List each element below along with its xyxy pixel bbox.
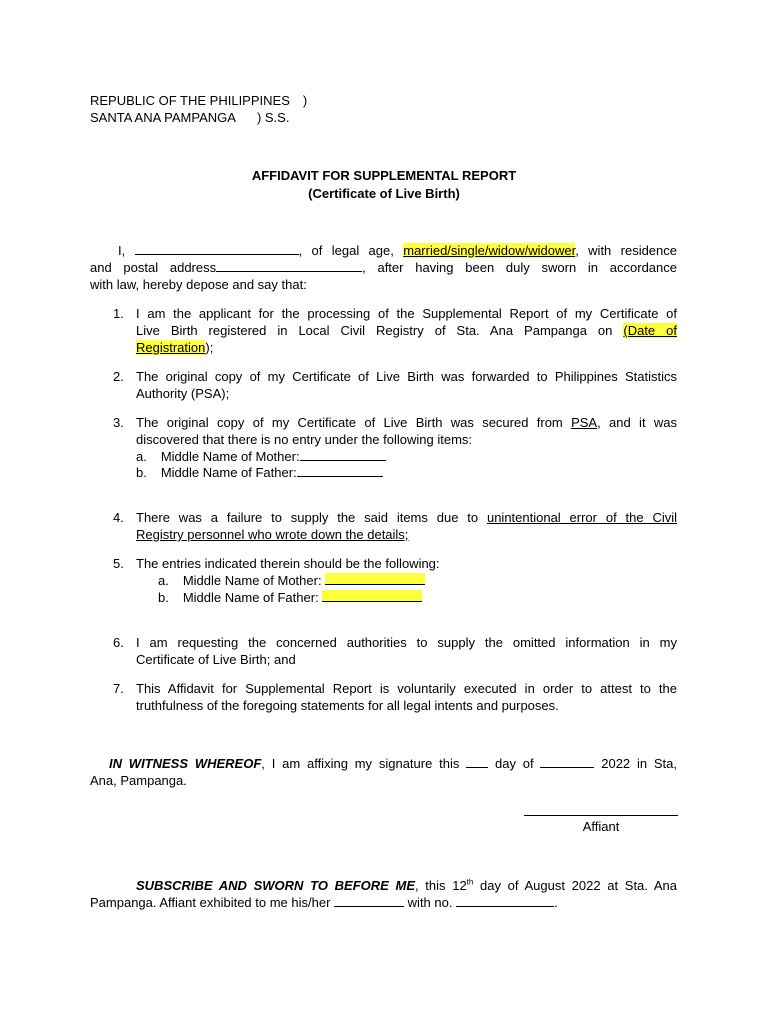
item-1-line-1: I am the applicant for the processing of the Supplemental Report of my Certificate of xyxy=(136,306,677,321)
header-santa-ana xyxy=(90,109,289,126)
father-blank xyxy=(297,465,383,477)
item-3-b-label: b. xyxy=(136,465,147,480)
affiant-label: Affiant xyxy=(582,819,620,834)
item-3-line-2: discovered that there is no entry under the following items: xyxy=(136,432,473,447)
page-subtitle: (Certificate of Live Birth) xyxy=(308,186,460,201)
father-highlight-blank xyxy=(322,590,422,602)
witness-line-2: Ana, Pampanga. xyxy=(90,773,187,788)
intro-postal: and postal address xyxy=(90,260,217,275)
item-6-line-1: I am requesting the concerned authorities to supply the omitted information in my xyxy=(136,635,677,650)
item-3-line-1 xyxy=(136,414,677,431)
header-republic-text: REPUBLIC OF THE PHILIPPINES xyxy=(90,93,290,108)
item-5-a-text: Middle Name of Mother: xyxy=(182,573,322,588)
day-blank xyxy=(466,756,488,768)
sworn-bold: SUBSCRIBE AND SWORN TO BEFORE ME xyxy=(136,878,415,893)
item-1-end: ); xyxy=(205,340,214,355)
item-7-number: 7. xyxy=(113,681,124,696)
witness-line-1 xyxy=(90,755,677,772)
item-1-line-2 xyxy=(136,322,677,339)
item-3-text: The original copy of my Certificate of Live Birth was secured from xyxy=(136,415,563,430)
item-5-sub-a xyxy=(158,572,425,589)
item-5-b-label: b. xyxy=(158,590,169,605)
item-5-b-text: Middle Name of Father: xyxy=(182,590,319,605)
civil-status-highlight: married/single/widow/widower xyxy=(403,243,576,258)
mother-blank xyxy=(300,449,386,461)
registration-highlight: Registration xyxy=(136,340,206,355)
item-3-a-label: a. xyxy=(136,449,147,464)
psa-underlined: PSA xyxy=(571,415,598,430)
item-4-line-2: Registry personnel who wrote down the details; xyxy=(136,527,409,542)
item-7-line-2: truthfulness of the foregoing statements for all legal intents and purposes. xyxy=(136,698,559,713)
sworn-exhibited: Pampanga. Affiant exhibited to me his/her xyxy=(90,895,331,910)
sworn-with-no: with no. xyxy=(407,895,453,910)
intro-line-2 xyxy=(90,259,677,276)
item-3-number: 3. xyxy=(113,415,124,430)
sworn-line-2 xyxy=(90,894,558,911)
month-blank xyxy=(540,756,594,768)
item-4-line-1 xyxy=(136,509,677,526)
intro-line-3: with law, hereby depose and say that: xyxy=(90,277,307,292)
intro-sworn: , after having been duly sworn in accordance xyxy=(362,260,677,275)
intro-line-1 xyxy=(90,242,677,259)
header-paren: ) xyxy=(302,93,308,108)
intro-i: I, xyxy=(118,243,126,258)
date-of-registration-highlight: (Date of xyxy=(623,323,677,338)
intro-residence: , with residence xyxy=(575,243,677,258)
header-santa-ana-text: SANTA ANA PAMPANGA xyxy=(90,110,236,125)
item-1-number: 1. xyxy=(113,306,124,321)
id-type-blank xyxy=(334,895,404,907)
item-7-line-1: This Affidavit for Supplemental Report is voluntarily executed in order to attest to the xyxy=(136,681,677,696)
witness-text: , I am affixing my signature this xyxy=(261,756,460,771)
intro-legal-age: , of legal age, xyxy=(298,243,394,258)
sworn-line-1 xyxy=(90,877,677,894)
item-4-underlined: unintentional error of the Civil xyxy=(486,510,677,525)
item-5-sub-b xyxy=(158,589,422,606)
item-2-line-1: The original copy of my Certificate of Live Birth was forwarded to Philippines Statistics xyxy=(136,369,677,384)
item-4-text: There was a failure to supply the said items due to xyxy=(136,510,479,525)
item-3-sub-b xyxy=(136,464,383,481)
item-2-number: 2. xyxy=(113,369,124,384)
item-3-a-text: Middle Name of Mother: xyxy=(160,449,300,464)
sworn-day-text: day of August 2022 at Sta. Ana xyxy=(480,878,677,893)
header-ss: ) S.S. xyxy=(256,110,290,125)
item-5-a-label: a. xyxy=(158,573,169,588)
sworn-this: , this 12 xyxy=(415,878,467,893)
item-4-number: 4. xyxy=(113,510,124,525)
item-1-registered-text: Live Birth registered in Local Civil Registry of Sta. Ana Pampanga on xyxy=(136,323,613,338)
witness-year: 2022 in Sta, xyxy=(601,756,677,771)
sworn-period: . xyxy=(554,895,558,910)
item-6-number: 6. xyxy=(113,635,124,650)
witness-day-of: day of xyxy=(495,756,534,771)
mother-highlight-blank xyxy=(325,573,425,585)
header-republic xyxy=(90,92,307,109)
item-6-line-2: Certificate of Live Birth; and xyxy=(136,652,296,667)
id-number-blank xyxy=(456,895,554,907)
witness-bold: IN WITNESS WHEREOF xyxy=(109,756,262,771)
item-2-line-2: Authority (PSA); xyxy=(136,386,230,401)
item-3-b-text: Middle Name of Father: xyxy=(160,465,297,480)
signature-line xyxy=(524,815,678,816)
page-title: AFFIDAVIT FOR SUPPLEMENTAL REPORT xyxy=(251,168,517,183)
address-blank xyxy=(216,260,362,272)
item-1-line-3 xyxy=(136,339,213,356)
item-3-sub-a xyxy=(136,448,386,465)
sworn-sup: th xyxy=(466,877,474,887)
item-5-line-1: The entries indicated therein should be the following: xyxy=(136,556,440,571)
item-5-number: 5. xyxy=(113,556,124,571)
name-blank xyxy=(135,243,299,255)
item-3-text-end: , and it was xyxy=(597,415,677,430)
